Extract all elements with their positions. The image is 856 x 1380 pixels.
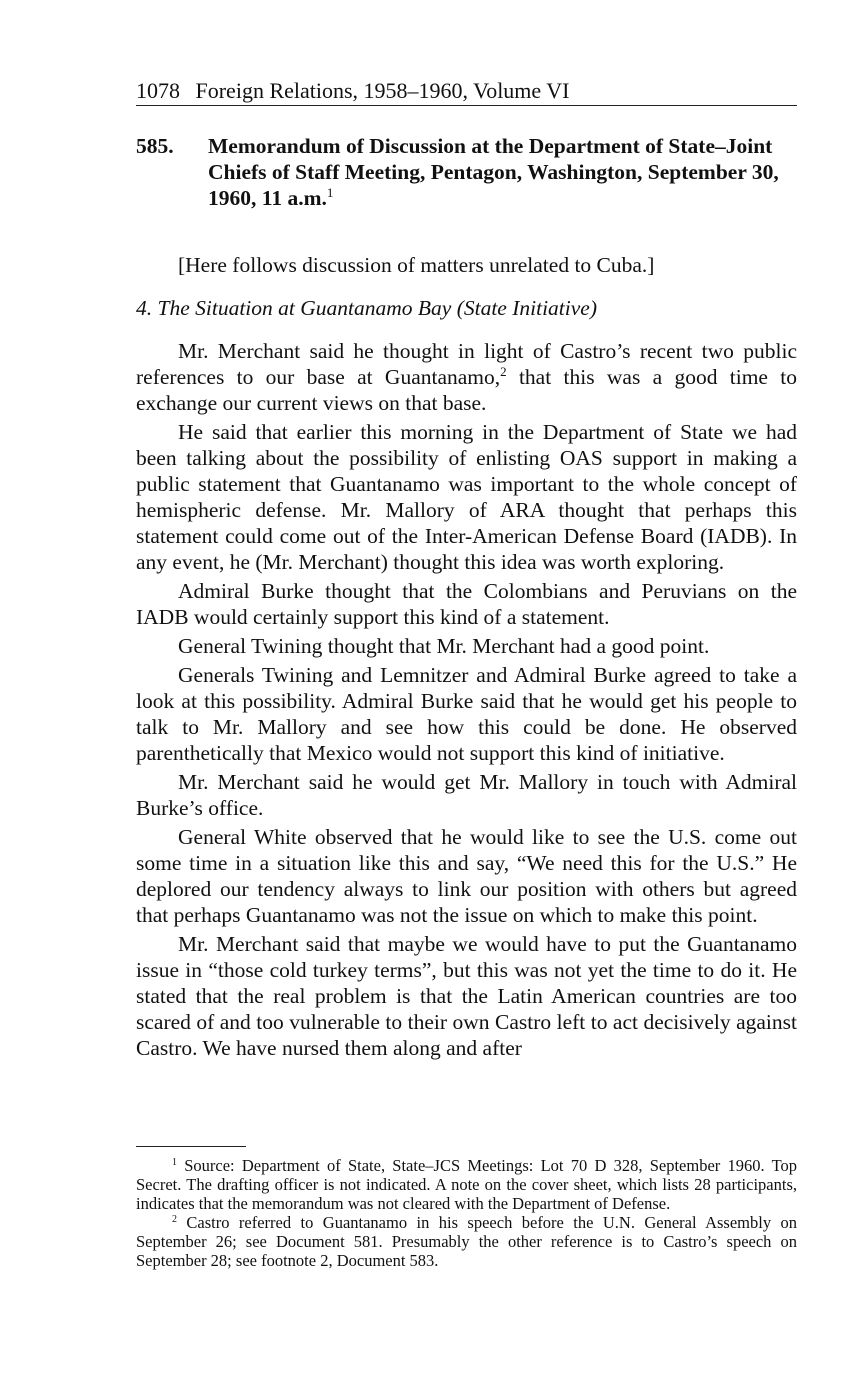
paragraph-1-part-b: that this was a good time to exchange our current views on that base. [136, 365, 797, 415]
document-number: 585. [136, 134, 174, 158]
paragraph-1-part-a: Mr. Merchant said he thought in light of Castro’s recent two public references to our base at Guantanamo, [136, 339, 797, 389]
paragraph-7: General White observed that he would like to see the U.S. come out some time in a situation like this and say, “We need this for the U.S.” He deplored our tendency always to link our position with others but agreed that perhaps Guantanamo was not the issue on which to make this point. [136, 825, 797, 927]
paragraph-4: General Twining thought that Mr. Merchant had a good point. [178, 634, 710, 658]
section-heading: 4. The Situation at Guantanamo Bay (State Initiative) [136, 296, 597, 320]
paragraph-8: Mr. Merchant said that maybe we would have to put the Guantanamo issue in “those cold turkey terms”, but this was not yet the time to do it. He stated that the real problem is that the Latin American countries are too scared of and too vulnerable to their own Castro left to act decisively against Castro. We have nursed them along and after [136, 932, 797, 1060]
page-number: 1078 [136, 78, 180, 103]
paragraph-3: Admiral Burke thought that the Colombians and Peruvians on the IADB would certainly support this kind of a statement. [136, 579, 797, 629]
body-text [136, 338, 797, 1064]
footnotes [136, 1156, 797, 1270]
editorial-note: [Here follows discussion of matters unrelated to Cuba.] [178, 253, 655, 277]
footnote-divider [136, 1146, 246, 1147]
paragraph-5: Generals Twining and Lemnitzer and Admiral Burke agreed to take a look at this possibility. Admiral Burke said that he would get his people to talk to Mr. Mallory and see how this could be done. He observed parenthetically that Mexico would not support this kind of initiative. [136, 663, 797, 765]
volume-title: Foreign Relations, 1958–1960, Volume VI [195, 78, 570, 103]
footnote-1 [136, 1156, 797, 1213]
footnote-1-mark: 1 [172, 1157, 177, 1168]
paragraph-1 [136, 338, 797, 416]
footnote-2 [136, 1213, 797, 1270]
footnote-2-mark: 2 [172, 1214, 177, 1225]
footnote-ref-1[interactable]: 1 [326, 185, 334, 200]
paragraph-2: He said that earlier this morning in the Department of State we had been talking about the possibility of enlisting OAS support in making a public statement that Guantanamo was important to the whole concept of hemispheric defense. Mr. Mallory of ARA thought that perhaps this statement could come out of the Inter-American Defense Board (IADB). In any event, he (Mr. Merchant) thought this idea was worth exploring. [136, 420, 797, 574]
paragraph-6: Mr. Merchant said he would get Mr. Mallory in touch with Admiral Burke’s office. [136, 770, 797, 820]
footnote-1-text: Source: Department of State, State–JCS Meetings: Lot 70 D 328, September 1960. Top Secret. The drafting officer is not indicated. A note on the cover sheet, which lists 28 participants, indicates that the memorandum was not cleared with the Department of Defense. [136, 1156, 797, 1213]
document-title [208, 133, 797, 211]
footnote-ref-2[interactable]: 2 [500, 364, 507, 379]
footnote-2-text: Castro referred to Guantanamo in his speech before the U.N. General Assembly on September 26; see Document 581. Presumably the other reference is to Castro’s speech on September 28; see footnote 2, Document 583. [136, 1213, 798, 1270]
document-title-text: Memorandum of Discussion at the Department of State–Joint Chiefs of Staff Meeting, Pentagon, Washington, September 30, 1960, 11 a.m. [208, 134, 779, 210]
running-head [136, 78, 797, 106]
document-heading [136, 133, 797, 211]
